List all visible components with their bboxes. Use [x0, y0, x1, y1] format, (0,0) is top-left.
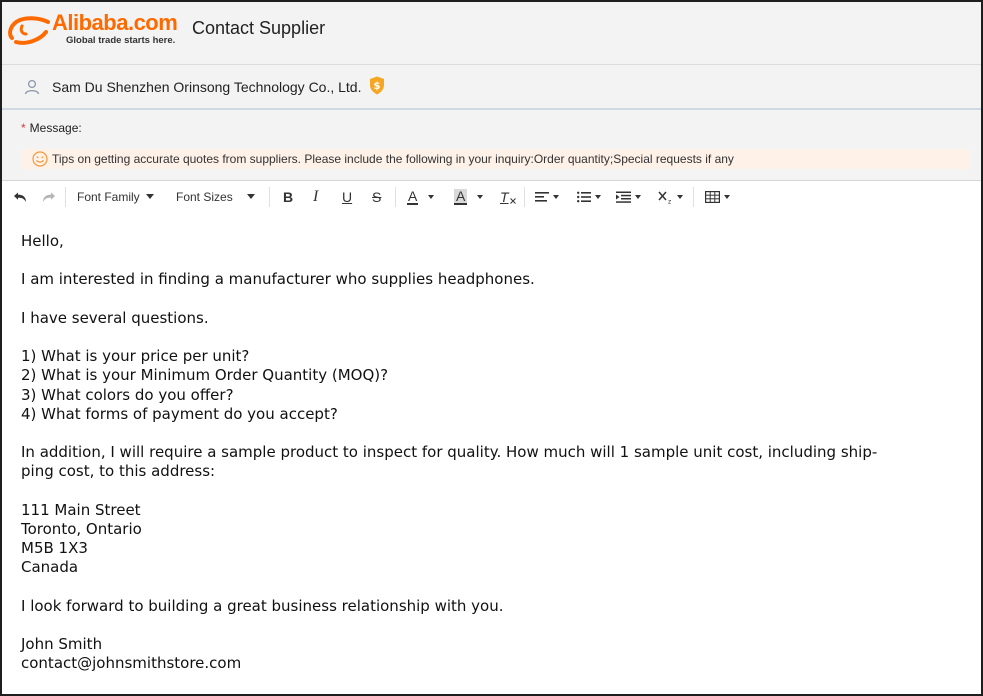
italic-icon: I [313, 187, 319, 205]
toolbar-separator [269, 187, 270, 207]
message-body[interactable] [21, 232, 911, 693]
chevron-down-icon [553, 195, 559, 199]
align-button[interactable] [535, 181, 559, 212]
alibaba-logo[interactable] [6, 8, 186, 50]
page-title: Contact Supplier [192, 18, 326, 38]
paragraph-questions-intro [21, 309, 911, 328]
italic-button[interactable] [313, 181, 318, 212]
paragraph-signature [21, 635, 911, 673]
paragraph-sample-request [21, 443, 911, 481]
text-line: 2) What is your Minimum Order Quantity (MOQ)? [21, 366, 389, 385]
toolbar-separator [395, 187, 396, 207]
clear-x-icon [510, 198, 516, 204]
bullet-list-icon [577, 191, 591, 203]
editor-toolbar [2, 180, 981, 213]
underline-button[interactable] [342, 181, 352, 212]
text-line: ping cost, to this address: [21, 462, 216, 481]
chevron-down-icon [428, 195, 434, 199]
strikethrough-button[interactable] [372, 181, 381, 212]
logo-tagline: Global trade starts here. [66, 35, 176, 46]
font-family-label: Font Family [77, 189, 140, 204]
verified-shield-icon[interactable] [369, 76, 385, 95]
paragraph-address [21, 501, 911, 578]
chevron-down-icon [635, 195, 641, 199]
text-line: John Smith [21, 635, 103, 654]
bold-button[interactable] [283, 181, 293, 212]
text-line: Canada [21, 558, 79, 577]
undo-icon [13, 191, 27, 203]
font-sizes-label: Font Sizes [176, 189, 233, 204]
required-marker: * [21, 121, 26, 135]
clear-format-icon: T [500, 188, 509, 205]
text-line: In addition, I will require a sample product to inspect for quality. How much will 1 sample unit cost, including ship- [21, 443, 878, 462]
indent-button[interactable] [616, 181, 641, 212]
paragraph-closing [21, 597, 911, 616]
text-line: 1) What is your price per unit? [21, 347, 250, 366]
text-line: I am interested in finding a manufacturer who supplies headphones. [21, 270, 535, 289]
strikethrough-icon: S [372, 188, 382, 205]
background-color-button[interactable] [454, 181, 483, 212]
font-family-select[interactable] [77, 181, 154, 212]
chevron-down-icon [595, 195, 601, 199]
tips-text: Tips on getting accurate quotes from suppliers. Please include the following in your inquiry:Order quantity;Special requests if any [52, 152, 734, 166]
paragraph-greeting [21, 232, 911, 251]
text-line: M5B 1X3 [21, 539, 88, 558]
text-line: 111 Main Street [21, 500, 141, 519]
chevron-down-icon [677, 195, 683, 199]
paragraph-intro [21, 270, 911, 289]
chevron-down-icon [146, 194, 154, 199]
user-icon [24, 79, 40, 95]
svg-text:$: $ [373, 81, 381, 92]
message-label [21, 121, 82, 135]
toolbar-separator [65, 187, 66, 207]
logo-wordmark: Alibaba.com [52, 10, 178, 35]
message-label-text: Message: [29, 121, 82, 135]
subscript-icon [658, 190, 673, 204]
header [2, 2, 981, 65]
underline-icon: U [342, 188, 353, 205]
text-line: 3) What colors do you offer? [21, 385, 234, 404]
tips-bar [22, 149, 970, 169]
message-editor[interactable] [2, 212, 981, 694]
toolbar-separator [693, 187, 694, 207]
background-color-icon: A [456, 187, 466, 204]
svg-text:z: z [668, 198, 672, 204]
alibaba-logo-icon [6, 12, 52, 48]
smiley-icon [32, 151, 48, 167]
undo-button[interactable] [13, 181, 27, 212]
align-left-icon [535, 191, 549, 203]
redo-button[interactable] [42, 181, 56, 212]
text-line: Hello, [21, 232, 64, 250]
text-line: 4) What forms of payment do you accept? [21, 404, 338, 423]
redo-icon [42, 191, 56, 203]
supplier-row [2, 65, 981, 110]
subscript-button[interactable] [658, 181, 683, 212]
table-button[interactable] [705, 181, 730, 212]
chevron-down-icon [477, 195, 483, 199]
font-sizes-select[interactable] [176, 181, 255, 212]
clear-format-button[interactable] [500, 181, 516, 212]
chevron-down-icon [724, 195, 730, 199]
bold-icon: B [283, 188, 294, 205]
toolbar-separator [524, 187, 525, 207]
font-color-icon: A [408, 187, 418, 204]
text-line: Toronto, Ontario [21, 519, 142, 538]
text-line: contact@johnsmithstore.com [21, 654, 242, 673]
text-line: I look forward to building a great business relationship with you. [21, 596, 504, 615]
supplier-name[interactable]: Sam Du Shenzhen Orinsong Technology Co., Ltd. [52, 79, 362, 95]
paragraph-questions [21, 347, 911, 424]
list-button[interactable] [577, 181, 601, 212]
font-color-button[interactable] [407, 181, 434, 212]
table-icon [705, 191, 720, 203]
indent-icon [616, 191, 631, 203]
text-line: I have several questions. [21, 308, 209, 327]
chevron-down-icon [247, 194, 255, 199]
